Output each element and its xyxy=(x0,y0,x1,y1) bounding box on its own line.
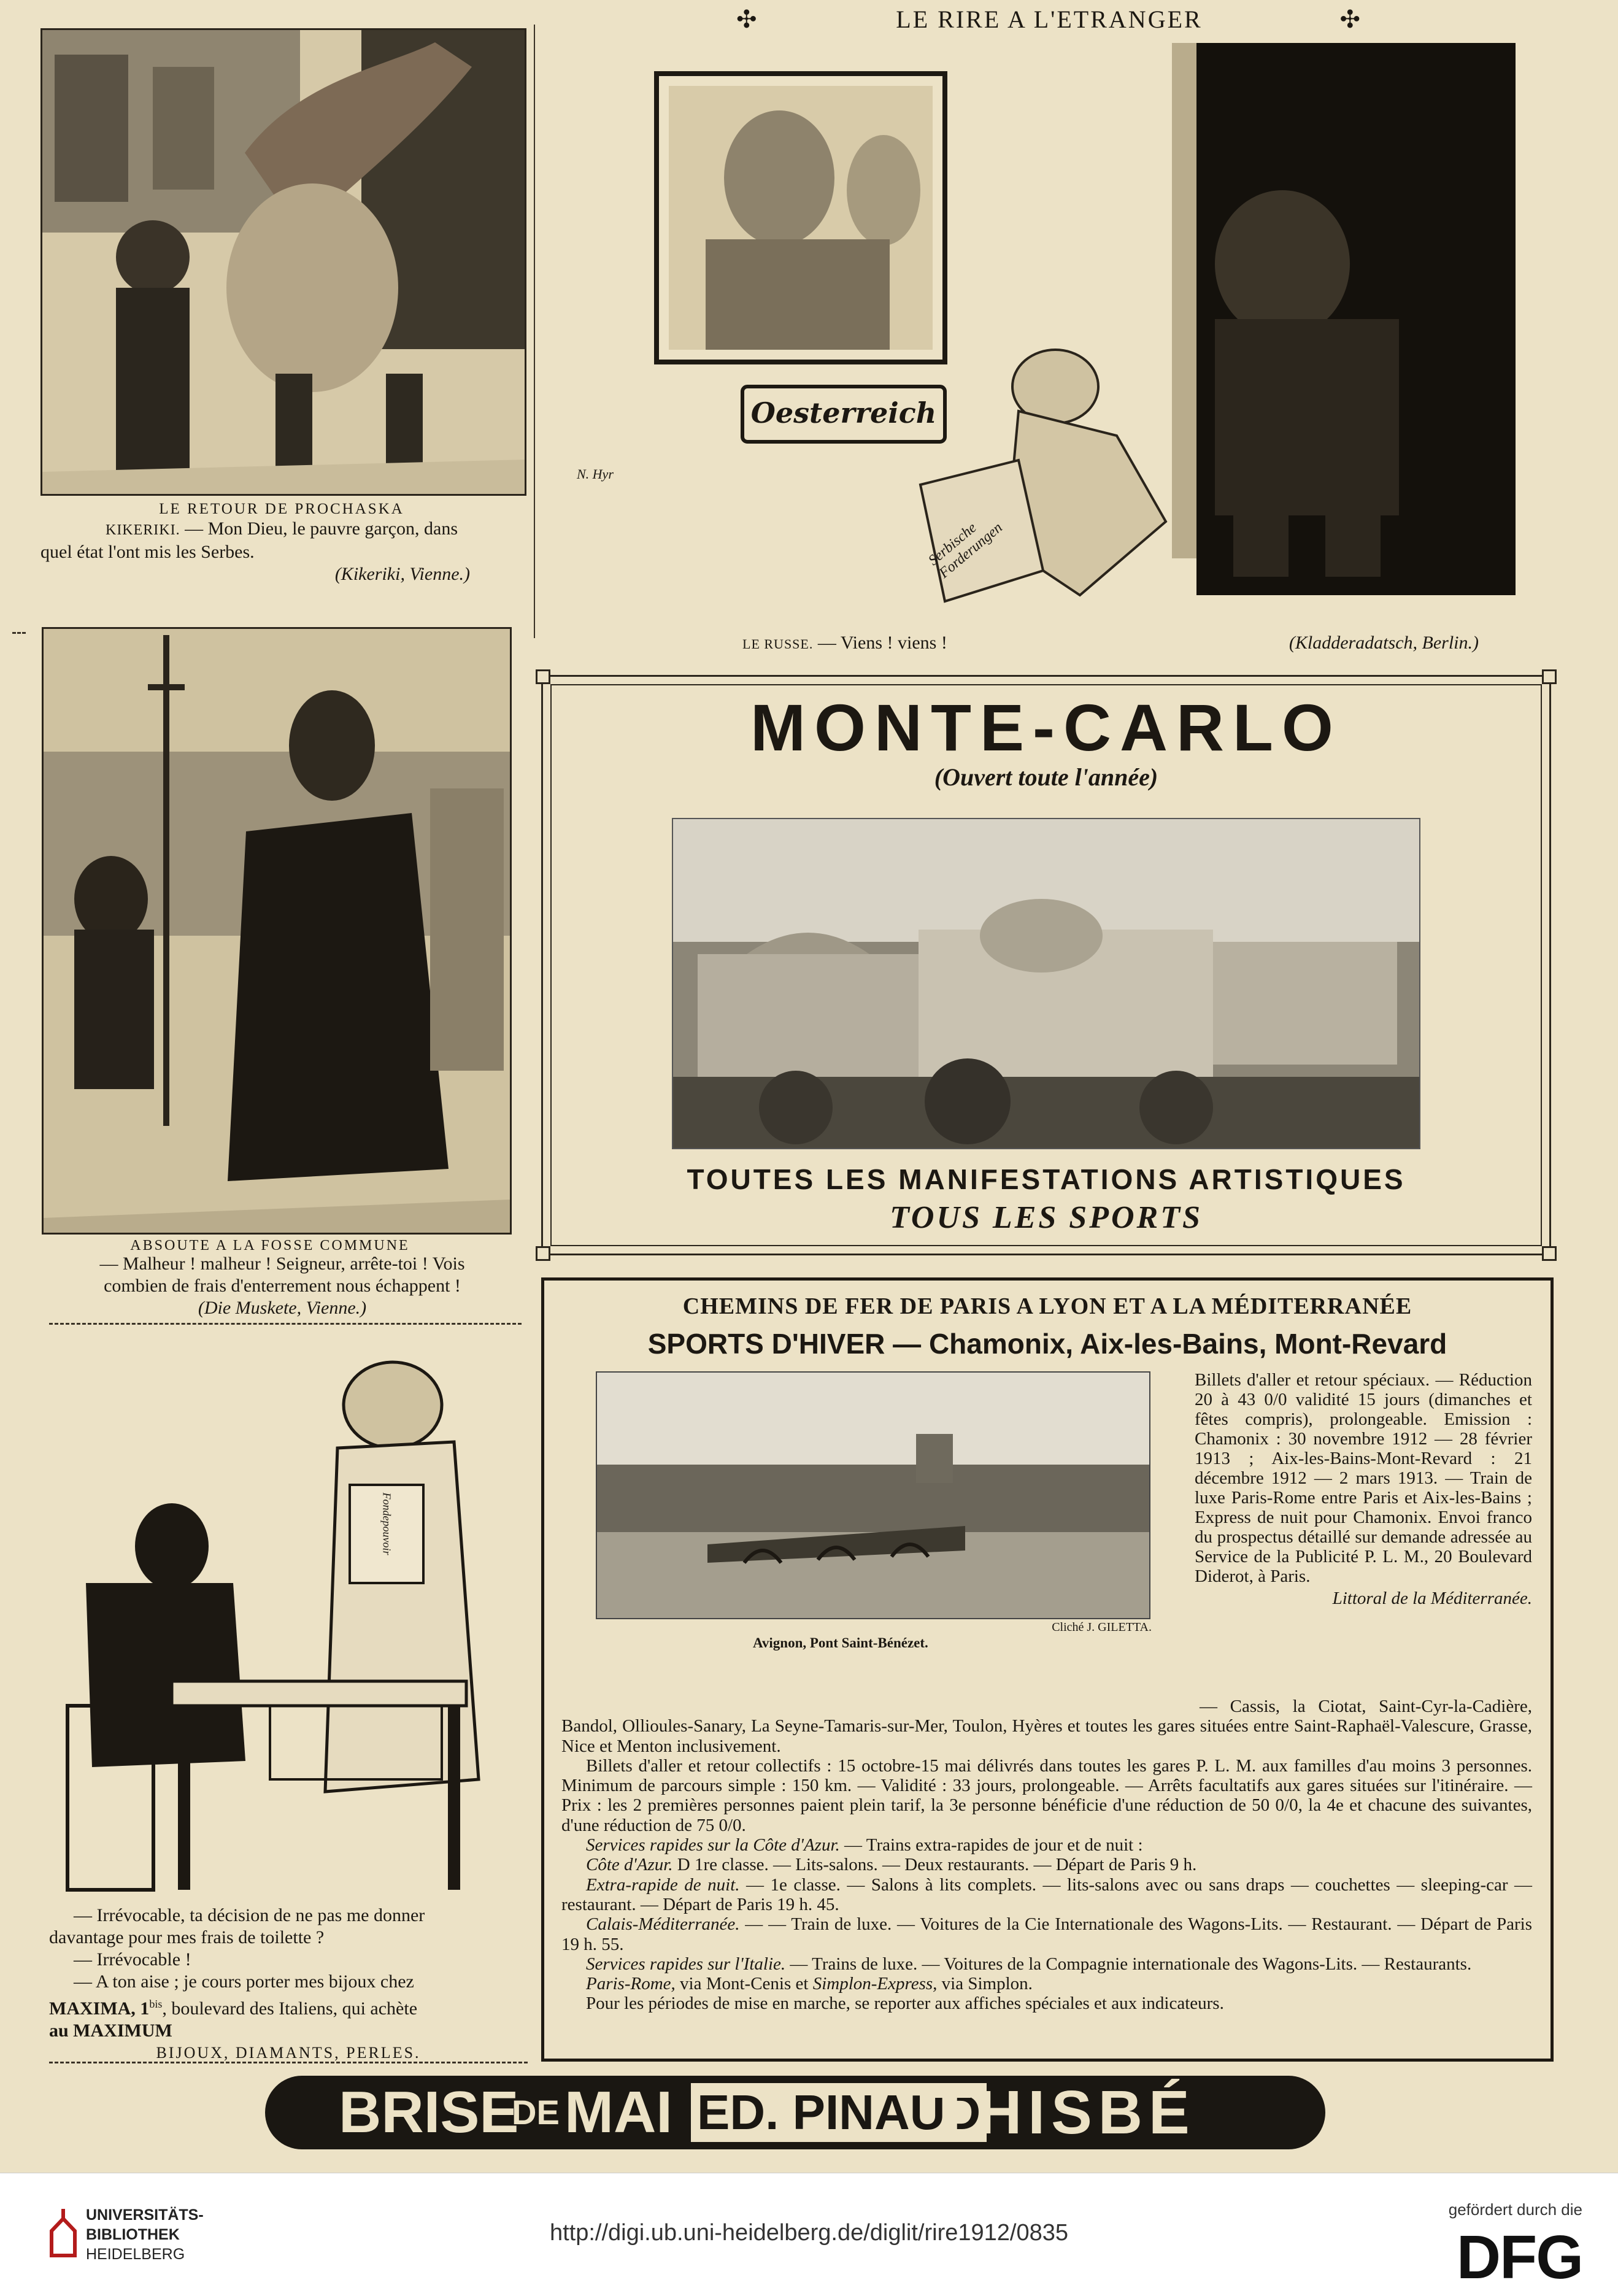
banner-de: DE xyxy=(512,2093,560,2132)
cartoon3-title: ABSOUTE A LA FOSSE COMMUNE xyxy=(130,1238,410,1254)
cartoon4-l4: — A ton aise ; je cours porter mes bijoux chez xyxy=(74,1971,414,1992)
maxima-address: , boulevard des Italiens, qui achète xyxy=(162,1998,418,2019)
plm-p7-italic: Services rapides sur l'Italie. xyxy=(586,1954,786,1974)
plm-p4-text: D 1re classe. — Lits-salons. — Deux restaurants. — Départ de Paris 9 h. xyxy=(672,1855,1197,1875)
montecarlo-subtitle: (Ouvert toute l'année) xyxy=(934,763,1158,791)
plm-body-text xyxy=(561,1697,1532,2014)
cartoon1-caption xyxy=(40,518,523,585)
cartoon1-title: LE RETOUR DE PROCHASKA xyxy=(159,501,404,517)
cartoon2-speaker: LE RUSSE. xyxy=(742,636,814,652)
cartoon4-caption xyxy=(49,1905,528,2064)
divider xyxy=(12,632,26,634)
plm-p8 xyxy=(561,1974,1532,1994)
plm-side-text xyxy=(1195,1370,1532,1608)
montecarlo-line2: TOUS LES SPORTS xyxy=(890,1200,1203,1235)
plm-side-italic: Littoral de la Méditerranée. xyxy=(1332,1589,1532,1608)
plm-p4-italic: Côte d'Azur. xyxy=(586,1855,673,1875)
plm-p7-text: — Trains de luxe. — Voitures de la Compagnie internationale des Wagons-Lits. — Restaurants. xyxy=(785,1954,1472,1974)
photo-credit: Cliché J. GILETTA. xyxy=(1052,1620,1152,1634)
plm-p8-italic: Paris-Rome, xyxy=(586,1974,676,1994)
cartoon4-box-label: Fondepouvoir xyxy=(380,1492,393,1555)
plm-p7 xyxy=(561,1954,1532,1974)
plm-p9: Pour les périodes de mise en marche, se reporter aux affiches spéciales et aux indicateurs. xyxy=(586,1994,1224,2014)
cartoon4-l2: davantage pour mes frais de toilette ? xyxy=(49,1927,325,1947)
cartoon2-text: — Viens ! viens ! xyxy=(817,633,947,653)
banner-brise: BRISE xyxy=(339,2079,519,2145)
cartoon3-line1: — Malheur ! malheur ! Seigneur, arrête-toi ! Vois xyxy=(99,1254,465,1274)
photo-caption: Avignon, Pont Saint-Bénézet. xyxy=(753,1635,928,1651)
permalink-url[interactable]: http://digi.ub.uni-heidelberg.de/diglit/rire1912/0835 xyxy=(549,2220,1069,2246)
cartoon3-line2: combien de frais d'enterrement nous échappent ! xyxy=(104,1276,461,1296)
cartoon4-l3: — Irrévocable ! xyxy=(74,1949,191,1970)
cartoon4-l5 xyxy=(49,1993,528,2020)
dfg-logo: DFG xyxy=(1456,2223,1582,2292)
library-line2: BIBLIOTHEK xyxy=(86,2226,180,2243)
cartoon-prochaska-image xyxy=(40,28,526,496)
section-header xyxy=(736,5,1362,39)
plm-p8-text2: via Simplon. xyxy=(937,1974,1033,1994)
plm-p5-text: — 1e classe. — Salons à lits complets. — lits-salons avec ou sans draps — couchettes — sleeping-car — restaurant. — Départ de Paris 19 h. 45. xyxy=(561,1874,1532,1914)
section-title: LE RIRE A L'ETRANGER xyxy=(896,6,1203,33)
plm-p6 xyxy=(561,1914,1532,1954)
plm-railway-ad xyxy=(541,1277,1554,2062)
pinaud-banner xyxy=(265,2076,1325,2149)
cartoon2-source: (Kladderadatsch, Berlin.) xyxy=(1289,633,1479,653)
plm-p6-text: — — Train de luxe. — Voitures de la Cie Internationale des Wagons-Lits. — Restaurant. — Départ de Paris 19 h. 55. xyxy=(561,1914,1532,1954)
plm-p6-italic: Calais-Méditerranée. xyxy=(586,1914,740,1935)
cartoon-russe-image xyxy=(552,43,1522,626)
plm-p1: — Cassis, la Ciotat, Saint-Cyr-la-Cadière, Bandol, Ollioules-Sanary, La Seyne-Tamaris-sur-Mer, Toulon, Hyères et toutes les gares situées entre Saint-Raphaël-Valescure, Grasse, Nice et Menton inclusivement. xyxy=(561,1697,1532,1756)
cartoon1-line2: quel état l'ont mis les Serbes. xyxy=(40,542,255,562)
library-line3: HEIDELBERG xyxy=(86,2246,185,2263)
cartoon1-source: (Kikeriki, Vienne.) xyxy=(334,564,470,584)
cartoon4-l6: au MAXIMUM xyxy=(49,2021,172,2041)
plm-p8-text: via Mont-Cenis et xyxy=(675,1974,813,1994)
banner-mai: MAI xyxy=(564,2079,672,2145)
maxima-sup: bis xyxy=(149,1998,163,2010)
montecarlo-ad xyxy=(541,675,1551,1255)
montecarlo-line1: TOUTES LES MANIFESTATIONS ARTISTIQUES xyxy=(687,1163,1406,1195)
cartoon2-caption xyxy=(742,632,1479,655)
library-line1: UNIVERSITÄTS- xyxy=(86,2206,204,2224)
plm-subheading: SPORTS D'HIVER — Chamonix, Aix-les-Bains, Mont-Revard xyxy=(647,1328,1447,1360)
plm-p3-italic: Services rapides sur la Côte d'Azur. xyxy=(586,1835,840,1855)
plm-p5-italic: Extra-rapide de nuit. xyxy=(586,1874,740,1895)
plm-p3-text: — Trains extra-rapides de jour et de nuit : xyxy=(839,1835,1143,1855)
frame-corner xyxy=(536,669,550,684)
artist-signature: N. Hyr xyxy=(577,466,614,482)
cartoon-absoute-image xyxy=(42,627,512,1235)
plm-p2: Billets d'aller et retour collectifs : 15 octobre-15 mai délivrés dans toutes les gares P. L. M. aux familles d'au moins 3 personnes. Minimum de parcours simple : 150 km. — Validité : 33 jours, prolongeable. — Arrêts facultatifs aux gares situées sur l'itinéraire. — Prix : les 2 premières personnes paient plein tarif, la 3e personne bénéficie d'une réduction de 50 0/0, la 4e et chacune des suivantes, d'une réduction de 75 0/0. xyxy=(561,1755,1532,1835)
plm-p4 xyxy=(561,1855,1532,1874)
digitization-footer xyxy=(0,2173,1618,2296)
banner-thisbe: THISBÉ xyxy=(934,2078,1196,2147)
frame-corner xyxy=(1542,1246,1557,1261)
ornament-right: ✣ xyxy=(1339,6,1362,33)
cartoon3-caption xyxy=(37,1253,528,1319)
plm-p8-italic2: Simplon-Express, xyxy=(812,1974,938,1994)
divider xyxy=(49,1323,522,1325)
divider xyxy=(49,2062,528,2063)
cartoon4-l1: — Irrévocable, ta décision de ne pas me donner xyxy=(74,1905,425,1925)
cartoon3-source: (Die Muskete, Vienne.) xyxy=(198,1298,367,1318)
cartoon-irrevocable-image xyxy=(49,1338,515,1896)
montecarlo-photo xyxy=(672,818,1420,1149)
plm-p5 xyxy=(561,1875,1532,1915)
montecarlo-title: MONTE-CARLO xyxy=(750,690,1342,765)
cartoon1-line1: — Mon Dieu, le pauvre garçon, dans xyxy=(185,518,458,539)
plm-side-body: Billets d'aller et retour spéciaux. — Réduction 20 à 43 0/0 validité 15 jours (dimanches et fêtes compris), prolongeable. Emission : Chamonix : 30 novembre 1912 — 28 février 1913 ; Aix-les-Bains-Mont-Revard : 21 décembre 1912 — 2 mars 1913. — Train de luxe Paris-Rome entre Paris et Aix-les-Bains ; Express de nuit pour Chamonix. Envoi franco du prospectus détaillé sur demande adressée au Service de la Publicité P. L. M., 20 Boulevard Diderot, à Paris. xyxy=(1195,1370,1532,1586)
frame-corner xyxy=(536,1246,550,1261)
plm-p3 xyxy=(561,1835,1532,1855)
plm-heading: CHEMINS DE FER DE PARIS A LYON ET A LA MÉDITERRANÉE xyxy=(682,1293,1412,1319)
banner-pinaud: ED. PINAUD xyxy=(691,2083,987,2142)
serbische-paper: Serbische Forderungen xyxy=(925,519,1006,582)
frame-corner xyxy=(1542,669,1557,684)
cartoon4-l7: BIJOUX, DIAMANTS, PERLES. xyxy=(156,2044,421,2062)
funded-by-label: gefördert durch die xyxy=(1448,2200,1582,2219)
avignon-photo xyxy=(596,1371,1150,1619)
column-divider xyxy=(534,25,535,638)
cartoon1-speaker: KIKERIKI. xyxy=(105,522,180,538)
oesterreich-sign: Oesterreich xyxy=(750,396,937,430)
ornament-left: ✣ xyxy=(736,6,759,33)
maxima-name: MAXIMA, 1 xyxy=(49,1998,150,2019)
